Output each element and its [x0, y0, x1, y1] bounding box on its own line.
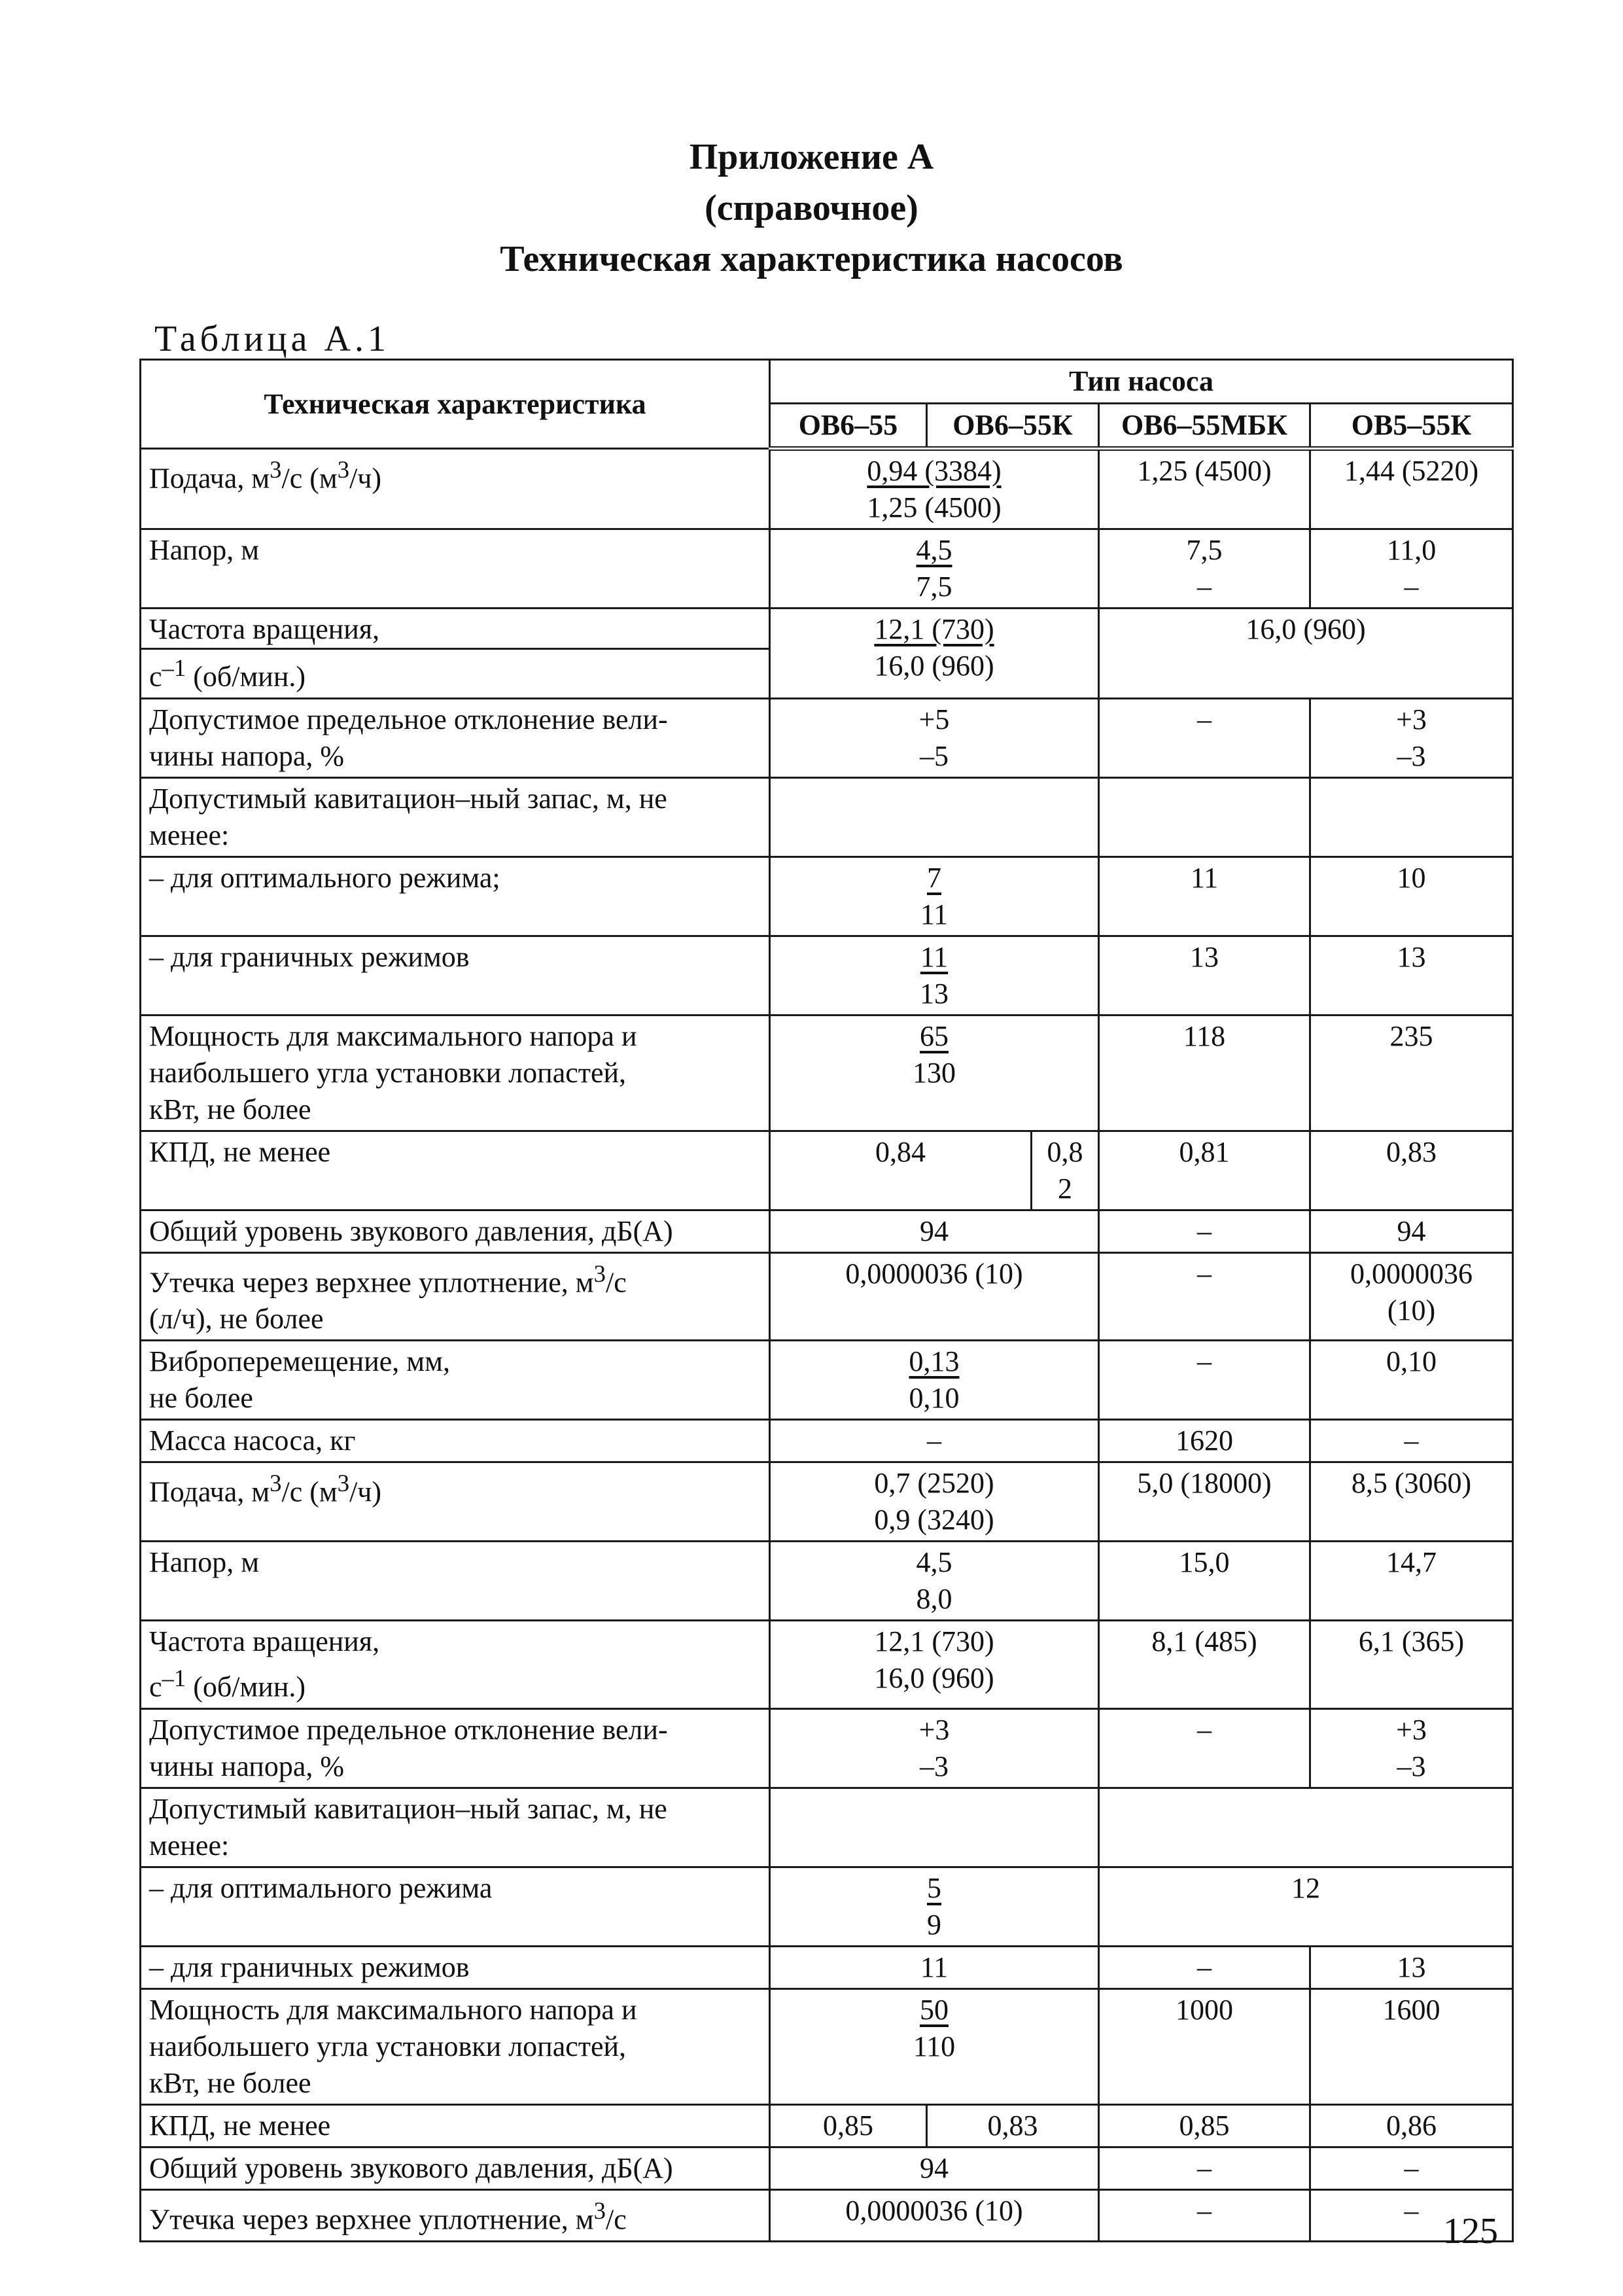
table-cell: +3 –3: [1310, 1708, 1513, 1788]
table-row: [141, 1988, 1513, 2104]
table-row: [141, 777, 1513, 857]
row-label: Мощность для максимального напора и наибольшего угла установки лопастей, кВт, не более: [141, 1988, 770, 2104]
table-cell: 1600: [1310, 1988, 1513, 2104]
table-cell: 12: [1099, 1867, 1513, 1946]
appendix-subtitle: (справочное): [705, 188, 918, 228]
appendix-heading: Техническая характеристика насосов: [500, 239, 1123, 279]
table-row: [141, 1420, 1513, 1462]
table-cell: –: [1310, 2147, 1513, 2189]
table-cell: 6,1 (365): [1310, 1621, 1513, 1709]
table-row: [141, 2189, 1513, 2241]
row-label: Частота вращения, $с^{-1}$ (об/мин.): [141, 1621, 770, 1709]
row-label: КПД, не менее: [141, 1131, 770, 1210]
pump-specification-table: [139, 359, 1514, 2242]
table-cell: 1000: [1099, 1988, 1310, 2104]
row-label: – для оптимального режима: [141, 1867, 770, 1946]
table-cell: 0,13 0,10: [770, 1341, 1099, 1420]
row-label: – для граничных режимов: [141, 1946, 770, 1988]
table-cell: [1099, 777, 1310, 857]
table-cell: 8,1 (485): [1099, 1621, 1310, 1709]
row-label: Подача, $м^3/с$ $(м^3/ч)$: [141, 1462, 770, 1542]
table-cell: 10: [1310, 857, 1513, 936]
table-cell: 11: [770, 1946, 1099, 1988]
table-cell: –: [1099, 1708, 1310, 1788]
table-cell: 0,0000036 (10): [770, 1252, 1099, 1341]
table-cell: 0,85: [1099, 2104, 1310, 2147]
table-cell: 0,0000036 (10): [1310, 1252, 1513, 1341]
table-row: [141, 2147, 1513, 2189]
table-cell: 0,86: [1310, 2104, 1513, 2147]
table-cell: 12,1 (730) 16,0 (960): [770, 609, 1099, 699]
table-cell: –: [770, 1420, 1099, 1462]
table-row: [141, 1621, 1513, 1709]
table-cell: [1310, 777, 1513, 857]
header-ov5-55k: ОВ5–55К: [1310, 404, 1513, 449]
row-label: Напор, м: [141, 529, 770, 609]
header-ov6-55k: ОВ6–55К: [927, 404, 1099, 449]
table-row: [141, 1131, 1513, 1210]
table-cell: +5 –5: [770, 698, 1099, 777]
table-row: [141, 1341, 1513, 1420]
table-cell: 94: [770, 2147, 1099, 2189]
table-cell: 0,84: [770, 1131, 1032, 1210]
table-row: [141, 1788, 1513, 1867]
table-cell: 0,94 (3384) 1,25 (4500): [770, 449, 1099, 529]
table-row: [141, 1015, 1513, 1131]
table-cell: –: [1099, 2147, 1310, 2189]
table-cell: 15,0: [1099, 1542, 1310, 1621]
header-ov6-55: ОВ6–55: [770, 404, 927, 449]
table-cell: –: [1310, 1420, 1513, 1462]
table-cell: 8,5 (3060): [1310, 1462, 1513, 1542]
row-label: Допустимый кавитацион–ный запас, м, не менее:: [141, 1788, 770, 1867]
row-label: Допустимое предельное отклонение вели- чины напора, %: [141, 1708, 770, 1788]
table-caption: Таблица А.1: [154, 319, 390, 359]
table-cell: 14,7: [1310, 1542, 1513, 1621]
table-row: [141, 1210, 1513, 1252]
table-row: [141, 529, 1513, 609]
table-cell: 5,0 (18000): [1099, 1462, 1310, 1542]
table-cell: 5 9: [770, 1867, 1099, 1946]
table-cell: 16,0 (960): [1099, 609, 1513, 699]
table-cell: [770, 777, 1099, 857]
table-cell: +3 –3: [770, 1708, 1099, 1788]
table-row: [141, 1946, 1513, 1988]
table-row: [141, 1462, 1513, 1542]
row-label: – для граничных режимов: [141, 936, 770, 1015]
table-cell: [770, 1788, 1099, 1867]
table-row: [141, 609, 1513, 699]
table-row: [141, 1542, 1513, 1621]
table-row: [141, 1867, 1513, 1946]
row-label: КПД, не менее: [141, 2104, 770, 2147]
row-label: Мощность для максимального напора и наибольшего угла установки лопастей, кВт, не более: [141, 1015, 770, 1131]
table-cell: –: [1099, 1252, 1310, 1341]
row-label: Допустимый кавитацион–ный запас, м, не менее:: [141, 777, 770, 857]
table-cell: 13: [1310, 936, 1513, 1015]
table-cell: 1,44 (5220): [1310, 449, 1513, 529]
table-row: [141, 2104, 1513, 2147]
table-cell: 1,25 (4500): [1099, 449, 1310, 529]
table-cell: 11 13: [770, 936, 1099, 1015]
row-label: Утечка через верхнее уплотнение, $м^3/с$ (л/ч), не более: [141, 1252, 770, 1341]
table-cell: –: [1099, 698, 1310, 777]
row-label: Масса насоса, кг: [141, 1420, 770, 1462]
row-label: Виброперемещение, мм, не более: [141, 1341, 770, 1420]
table-cell: 118: [1099, 1015, 1310, 1131]
table-header-row: [141, 360, 1513, 404]
table-row: [141, 1708, 1513, 1788]
row-label: Утечка через верхнее уплотнение, $м^3/с$: [141, 2189, 770, 2241]
row-label: Общий уровень звукового давления, дБ(А): [141, 1210, 770, 1252]
table-row: [141, 936, 1513, 1015]
header-ov6-55mbk: ОВ6–55МБК: [1099, 404, 1310, 449]
table-cell: 94: [1310, 1210, 1513, 1252]
table-cell: 11: [1099, 857, 1310, 936]
table-cell: 0,8 2: [1032, 1131, 1099, 1210]
header-characteristic: Техническая характеристика: [141, 360, 770, 449]
table-row: [141, 698, 1513, 777]
table-cell: –: [1310, 2189, 1513, 2241]
table-cell: 12,1 (730) 16,0 (960): [770, 1621, 1099, 1709]
table-cell: 65 130: [770, 1015, 1099, 1131]
table-row: [141, 857, 1513, 936]
row-label: Подача, $м^3/с$ $(м^3/ч)$: [141, 449, 770, 529]
table-cell: 7 11: [770, 857, 1099, 936]
row-label: – для оптимального режима;: [141, 857, 770, 936]
table-cell: 0,7 (2520) 0,9 (3240): [770, 1462, 1099, 1542]
table-cell: 0,0000036 (10): [770, 2189, 1099, 2241]
table-row: [141, 1252, 1513, 1341]
row-label: Общий уровень звукового давления, дБ(А): [141, 2147, 770, 2189]
table-cell: +3 –3: [1310, 698, 1513, 777]
table-cell: 13: [1310, 1946, 1513, 1988]
table-cell: 7,5 –: [1099, 529, 1310, 609]
table-cell: 94: [770, 1210, 1099, 1252]
table-cell: –: [1099, 2189, 1310, 2241]
table-cell: 0,10: [1310, 1341, 1513, 1420]
table-cell: 0,85: [770, 2104, 927, 2147]
table-cell: 4,5 8,0: [770, 1542, 1099, 1621]
table-cell: 1620: [1099, 1420, 1310, 1462]
page-number: 125: [1443, 2211, 1498, 2252]
row-label: Частота вращения, $с^{-1}$ (об/мин.): [141, 609, 770, 699]
table-cell: 0,83: [927, 2104, 1099, 2147]
table-cell: 0,81: [1099, 1131, 1310, 1210]
table-cell: 235: [1310, 1015, 1513, 1131]
table-cell: 4,5 7,5: [770, 529, 1099, 609]
row-label: Напор, м: [141, 1542, 770, 1621]
row-label: Допустимое предельное отклонение вели- чины напора, %: [141, 698, 770, 777]
table-cell: 50 110: [770, 1988, 1099, 2104]
table-cell: –: [1099, 1341, 1310, 1420]
table-cell: 11,0 –: [1310, 529, 1513, 609]
table-row: [141, 449, 1513, 529]
header-pump-type: Тип насоса: [770, 360, 1513, 404]
table-cell: 0,83: [1310, 1131, 1513, 1210]
table-cell: 13: [1099, 936, 1310, 1015]
appendix-title: Приложение А: [689, 137, 934, 177]
table-cell: [1099, 1788, 1513, 1867]
table-cell: –: [1099, 1210, 1310, 1252]
table-cell: –: [1099, 1946, 1310, 1988]
